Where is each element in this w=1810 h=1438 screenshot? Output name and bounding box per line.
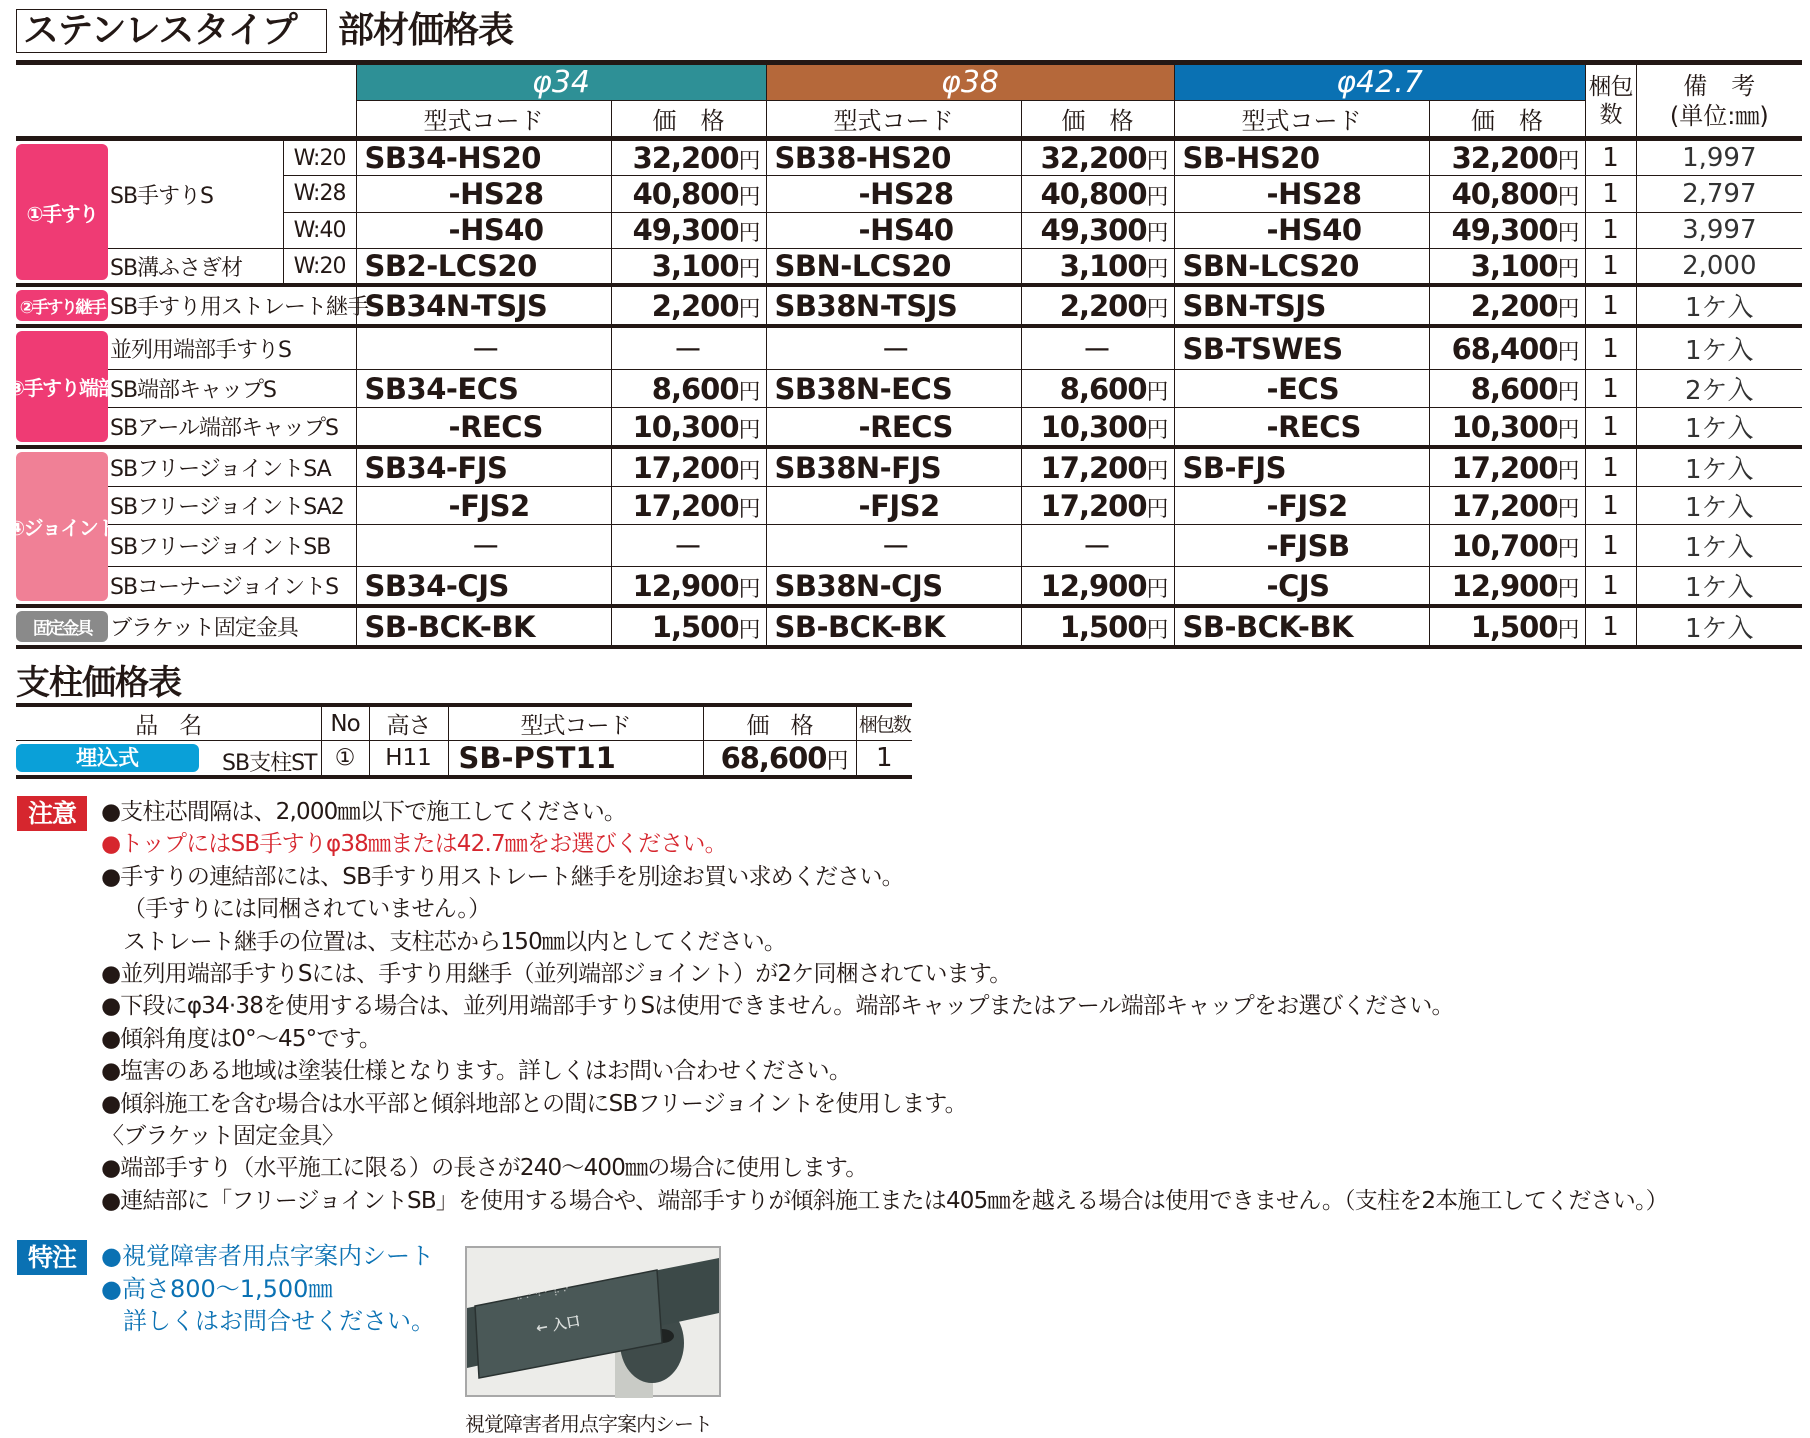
special-order-badge: 特注 [17, 1240, 87, 1275]
item-name: SBフリージョイントSA [108, 447, 356, 487]
model-code: -RECS [1174, 408, 1429, 448]
model-code: -HS40 [356, 212, 611, 249]
price [1429, 487, 1585, 525]
price-value: 17,200 [632, 488, 739, 523]
category-badge: ④ジョイント [16, 452, 108, 601]
header-note-unit: (単位:㎜) [1669, 101, 1769, 130]
table-row [16, 326, 1802, 370]
price [611, 285, 766, 326]
remark: 1,997 [1636, 139, 1802, 176]
caution-line: ●連結部に「フリージョイントSB」を使用する場合や、端部手すりが傾斜施工または405㎜を越える場合は使用できません。（支柱を2本施工してください。） [101, 1187, 1668, 1214]
yen-unit: 円 [738, 296, 760, 322]
caution-line: 〈ブラケット固定金具〉 [101, 1123, 345, 1150]
yen-unit: 円 [1557, 339, 1579, 365]
post-price [703, 741, 856, 778]
item-name: SB溝ふさぎ材 [108, 249, 283, 286]
yen-unit: 円 [1146, 149, 1168, 174]
post-name-cell [16, 741, 321, 778]
model-code: -FJS2 [766, 487, 1021, 525]
yen-unit: 円 [1557, 221, 1579, 247]
remark: 1ケ入 [1636, 567, 1802, 607]
price [1429, 567, 1585, 607]
model-code: SB38N-CJS [766, 567, 1021, 607]
caution-line: （手すりには同梱されていません。） [123, 896, 491, 923]
table-row [16, 249, 1802, 286]
model-code: SB-FJS [1174, 447, 1429, 487]
pack-count: 1 [1585, 525, 1636, 567]
model-code: SB38N-FJS [766, 447, 1021, 487]
yen-unit: 円 [1557, 149, 1579, 174]
item-name: ブラケット固定金具 [108, 606, 356, 647]
pack-count: 1 [1585, 567, 1636, 607]
price-value: 2,200 [1059, 288, 1147, 323]
special-order-notes [101, 1240, 435, 1338]
price-value: 17,200 [1451, 488, 1558, 523]
caution-line: ●支柱芯間隔は、2,000㎜以下で施工してください。 [101, 799, 627, 825]
item-width: W:20 [283, 139, 356, 176]
price-value: 3,100 [1470, 249, 1558, 284]
price [611, 487, 766, 525]
yen-unit: 円 [738, 617, 760, 643]
price: － [611, 326, 766, 370]
remark: 1ケ入 [1636, 525, 1802, 567]
model-code: SB38-HS20 [766, 139, 1021, 176]
model-code: -FJS2 [356, 487, 611, 525]
yen-unit: 円 [738, 221, 760, 247]
model-code: SBN-TSJS [1174, 285, 1429, 326]
table-row [16, 139, 1802, 176]
table-row [16, 567, 1802, 607]
braille-dots: ⠓ ⠊ ⠙ ⠁ ⠗ ⠊ [515, 1286, 571, 1306]
model-code: -HS28 [356, 176, 611, 213]
header-price: 価 格 [1429, 101, 1585, 139]
table-row [16, 408, 1802, 448]
price-value: 3,100 [1059, 249, 1147, 284]
handrail-photo-image [467, 1248, 719, 1395]
yen-unit: 円 [738, 184, 760, 210]
model-code: SB38N-TSJS [766, 285, 1021, 326]
post-height: H11 [369, 741, 448, 778]
price [1021, 285, 1174, 326]
post-no: ① [321, 741, 369, 778]
price [1021, 212, 1174, 249]
yen-unit: 円 [738, 257, 760, 283]
special-line: ●視覚障害者用点字案内シート [101, 1242, 434, 1270]
pack-count: 1 [1585, 212, 1636, 249]
yen-unit: 円 [1557, 296, 1579, 322]
item-width: W:20 [283, 249, 356, 286]
price [611, 249, 766, 286]
price [1021, 249, 1174, 286]
price [1429, 139, 1585, 176]
post-type-badge: 埋込式 [16, 744, 199, 772]
yen-unit: 円 [1146, 257, 1168, 283]
table-row [16, 487, 1802, 525]
price-value: 40,800 [632, 176, 739, 211]
pack-count: 1 [1585, 176, 1636, 213]
post-header-price: 価 格 [703, 705, 856, 741]
remark: 2,797 [1636, 176, 1802, 213]
model-code: SB-BCK-BK [766, 606, 1021, 647]
price-value: 10,300 [1040, 409, 1147, 444]
pack-count: 1 [1585, 285, 1636, 326]
model-code: SBN-LCS20 [766, 249, 1021, 286]
category-badge: ③手すり端部 [16, 331, 108, 442]
price [1021, 447, 1174, 487]
table-row [16, 176, 1802, 213]
price [1429, 447, 1585, 487]
post-table-title: 支柱価格表 [16, 663, 181, 703]
price-value: 49,300 [1451, 213, 1558, 248]
yen-unit: 円 [1146, 417, 1168, 443]
item-width: W:28 [283, 176, 356, 213]
yen-unit: 円 [1146, 221, 1168, 247]
price-value: 17,200 [1040, 488, 1147, 523]
header-name: 品 名 [16, 63, 356, 139]
price [1021, 176, 1174, 213]
caution-line: ●傾斜施工を含む場合は水平部と傾斜地部との間にSBフリージョイントを使用します。 [101, 1090, 967, 1117]
price-value: 1,500 [651, 609, 739, 644]
yen-unit: 円 [1557, 536, 1579, 562]
model-code: SB34N-TSJS [356, 285, 611, 326]
price: － [1021, 525, 1174, 567]
item-width: W:40 [283, 212, 356, 249]
model-code: -FJS2 [1174, 487, 1429, 525]
item-name: SB端部キャップS [108, 370, 356, 408]
header-pack: 梱包数 [1585, 63, 1636, 139]
table-row [16, 212, 1802, 249]
caution-line: ●下段にφ34·38を使用する場合は、並列用端部手すりSは使用できません。端部キャップまたはアール端部キャップをお選びください。 [101, 993, 1454, 1020]
header-code: 型式コード [356, 101, 611, 139]
yen-unit: 円 [1146, 184, 1168, 210]
model-code: SB38N-ECS [766, 370, 1021, 408]
pack-count: 1 [1585, 249, 1636, 286]
header-code: 型式コード [766, 101, 1021, 139]
photo-sign-text: ← 入口 [534, 1313, 582, 1337]
model-code: SB-BCK-BK [356, 606, 611, 647]
price [1429, 326, 1585, 370]
model-code: SB34-HS20 [356, 139, 611, 176]
yen-unit: 円 [1557, 379, 1579, 405]
header-phi34: φ34 [356, 63, 766, 101]
pack-count: 1 [1585, 326, 1636, 370]
price-value: 12,900 [1040, 568, 1147, 603]
pack-count: 1 [1585, 606, 1636, 647]
price [611, 567, 766, 607]
pack-count: 1 [1585, 139, 1636, 176]
table-row [16, 606, 1802, 647]
price-value: 8,600 [1470, 371, 1558, 406]
price-value: 1,500 [1470, 609, 1558, 644]
post-header-name: 品 名 [16, 705, 321, 741]
price-value: 40,800 [1040, 176, 1147, 211]
yen-unit: 円 [738, 458, 760, 484]
model-code: SB-BCK-BK [1174, 606, 1429, 647]
price-value: 17,200 [1040, 450, 1147, 485]
special-line: 詳しくはお問合せください。 [123, 1307, 435, 1335]
price-value: 17,200 [632, 450, 739, 485]
model-code: SB2-LCS20 [356, 249, 611, 286]
post-header-pack: 梱包数 [856, 705, 912, 741]
yen-unit: 円 [826, 749, 848, 774]
model-code: － [766, 525, 1021, 567]
caution-line: ●塩害のある地域は塗装仕様となります。詳しくはお問い合わせください。 [101, 1058, 852, 1085]
model-code: -RECS [766, 408, 1021, 448]
category-cell [16, 139, 108, 286]
item-name: SBアール端部キャップS [108, 408, 356, 448]
price-value: 2,200 [1470, 288, 1558, 323]
price [1021, 487, 1174, 525]
price: － [1021, 326, 1174, 370]
price-value: 40,800 [1451, 176, 1558, 211]
remark: 1ケ入 [1636, 487, 1802, 525]
model-code: -CJS [1174, 567, 1429, 607]
remark: 1ケ入 [1636, 408, 1802, 448]
pack-count: 1 [1585, 447, 1636, 487]
table-row [16, 741, 912, 778]
header-phi38: φ38 [766, 63, 1174, 101]
model-code: SB34-CJS [356, 567, 611, 607]
price [1021, 606, 1174, 647]
price [1429, 525, 1585, 567]
model-code: -FJSB [1174, 525, 1429, 567]
item-name: SB手すり用ストレート継手 [108, 285, 356, 326]
remark: 3,997 [1636, 212, 1802, 249]
table-row [16, 285, 1802, 326]
category-cell [16, 606, 108, 647]
braille-sheet-photo [465, 1246, 721, 1397]
post-price-table [16, 703, 912, 779]
model-code: -HS40 [1174, 212, 1429, 249]
model-code: SB-HS20 [1174, 139, 1429, 176]
price [1429, 249, 1585, 286]
category-badge: ②手すり継手 [16, 290, 108, 321]
yen-unit: 円 [1557, 617, 1579, 643]
category-badge: ①手すり [16, 144, 108, 280]
model-code: -HS40 [766, 212, 1021, 249]
table-row [16, 525, 1802, 567]
yen-unit: 円 [738, 576, 760, 602]
price [611, 139, 766, 176]
category-badge: 固定金具 [16, 611, 108, 642]
table-row [16, 447, 1802, 487]
model-code: SB-TSWES [1174, 326, 1429, 370]
parts-price-table [8, 60, 1802, 649]
header-note [1636, 63, 1802, 139]
post-header-height: 高さ [369, 705, 448, 741]
page-title: 部材価格表 [338, 10, 514, 51]
yen-unit: 円 [738, 417, 760, 443]
price-value: 3,100 [651, 249, 739, 284]
category-cell [8, 447, 116, 606]
price [1021, 408, 1174, 448]
model-code: -HS28 [1174, 176, 1429, 213]
header-note-label: 備 考 [1683, 71, 1756, 100]
remark: 1ケ入 [1636, 285, 1802, 326]
item-name: SBフリージョイントSA2 [108, 487, 356, 525]
price-value: 10,700 [1451, 528, 1558, 563]
table-row [16, 370, 1802, 408]
yen-unit: 円 [1557, 458, 1579, 484]
price: － [611, 525, 766, 567]
price [611, 408, 766, 448]
price [1429, 606, 1585, 647]
yen-unit: 円 [1557, 576, 1579, 602]
price [1429, 212, 1585, 249]
price-value: 8,600 [1059, 371, 1147, 406]
price [1429, 285, 1585, 326]
model-code: -RECS [356, 408, 611, 448]
price [611, 370, 766, 408]
item-name: SBコーナージョイントS [108, 567, 356, 607]
model-code: － [766, 326, 1021, 370]
price-value: 49,300 [1040, 213, 1147, 248]
yen-unit: 円 [738, 149, 760, 174]
remark: 1ケ入 [1636, 447, 1802, 487]
yen-unit: 円 [1146, 458, 1168, 484]
price-value: 12,900 [1451, 568, 1558, 603]
price [1429, 408, 1585, 448]
price [611, 212, 766, 249]
caution-line: ●傾斜角度は0°～45°です。 [101, 1025, 382, 1052]
price-value: 32,200 [632, 141, 739, 175]
caution-line: ●トップにはSB手すりφ38㎜または42.7㎜をお選びください。 [101, 831, 727, 858]
yen-unit: 円 [1146, 617, 1168, 643]
price-value: 10,300 [1451, 409, 1558, 444]
post-price-value: 68,600 [720, 741, 827, 775]
price-value: 32,200 [1451, 141, 1558, 175]
remark: 2,000 [1636, 249, 1802, 286]
yen-unit: 円 [738, 379, 760, 405]
item-name: 並列用端部手すりS [108, 326, 356, 370]
category-cell [8, 326, 116, 447]
model-code: － [356, 525, 611, 567]
caution-line: ●手すりの連結部には、SB手すり用ストレート継手を別途お買い求めください。 [101, 863, 904, 890]
price [1021, 139, 1174, 176]
yen-unit: 円 [738, 496, 760, 522]
price [1021, 567, 1174, 607]
header-phi427: φ42.7 [1174, 63, 1585, 101]
type-label: ステンレスタイプ [16, 9, 327, 53]
price-value: 1,500 [1059, 609, 1147, 644]
caution-line: ストレート継手の位置は、支柱芯から150㎜以内としてください。 [123, 928, 787, 955]
price-value: 8,600 [651, 371, 739, 406]
remark: 1ケ入 [1636, 326, 1802, 370]
caution-line: ●端部手すり（水平施工に限る）の長さが240～400㎜の場合に使用します。 [101, 1155, 868, 1182]
yen-unit: 円 [1557, 257, 1579, 283]
photo-caption: 視覚障害者用点字案内シート [465, 1412, 712, 1436]
yen-unit: 円 [1557, 184, 1579, 210]
special-line: ●高さ800～1,500㎜ [101, 1274, 333, 1303]
header-code: 型式コード [1174, 101, 1429, 139]
pack-count: 1 [1585, 408, 1636, 448]
post-code: SB-PST11 [448, 741, 703, 778]
caution-notes [101, 796, 1668, 1217]
yen-unit: 円 [1146, 576, 1168, 602]
yen-unit: 円 [1146, 379, 1168, 405]
caution-line: ●並列用端部手すりSには、手すり用継手（並列端部ジョイント）が2ケ同梱されています。 [101, 961, 1012, 988]
model-code: -ECS [1174, 370, 1429, 408]
yen-unit: 円 [1557, 417, 1579, 443]
yen-unit: 円 [1557, 496, 1579, 522]
category-cell [16, 285, 108, 326]
price [1021, 370, 1174, 408]
price-value: 32,200 [1040, 141, 1147, 175]
price-value: 17,200 [1451, 450, 1558, 485]
post-header-no: No [321, 705, 369, 741]
model-code: SBN-LCS20 [1174, 249, 1429, 286]
price [611, 447, 766, 487]
price [1429, 370, 1585, 408]
caution-badge: 注意 [17, 796, 87, 831]
pack-count: 1 [1585, 370, 1636, 408]
price-value: 68,400 [1451, 331, 1558, 366]
model-code: SB34-ECS [356, 370, 611, 408]
header-price: 価 格 [1021, 101, 1174, 139]
price [611, 606, 766, 647]
remark: 2ケ入 [1636, 370, 1802, 408]
price [611, 176, 766, 213]
post-pack: 1 [856, 741, 912, 778]
yen-unit: 円 [1146, 496, 1168, 522]
model-code: -HS28 [766, 176, 1021, 213]
yen-unit: 円 [1146, 296, 1168, 322]
pack-count: 1 [1585, 487, 1636, 525]
price-value: 12,900 [632, 568, 739, 603]
price-value: 2,200 [651, 288, 739, 323]
price-value: 49,300 [632, 213, 739, 248]
price-value: 10,300 [632, 409, 739, 444]
remark: 1ケ入 [1636, 606, 1802, 647]
model-code: － [356, 326, 611, 370]
price [1429, 176, 1585, 213]
model-code: SB34-FJS [356, 447, 611, 487]
item-name: SBフリージョイントSB [108, 525, 356, 567]
item-name: SB手すりS [108, 139, 283, 249]
header-price: 価 格 [611, 101, 766, 139]
post-header-code: 型式コード [448, 705, 703, 741]
post-name: SB支柱ST [222, 751, 317, 776]
